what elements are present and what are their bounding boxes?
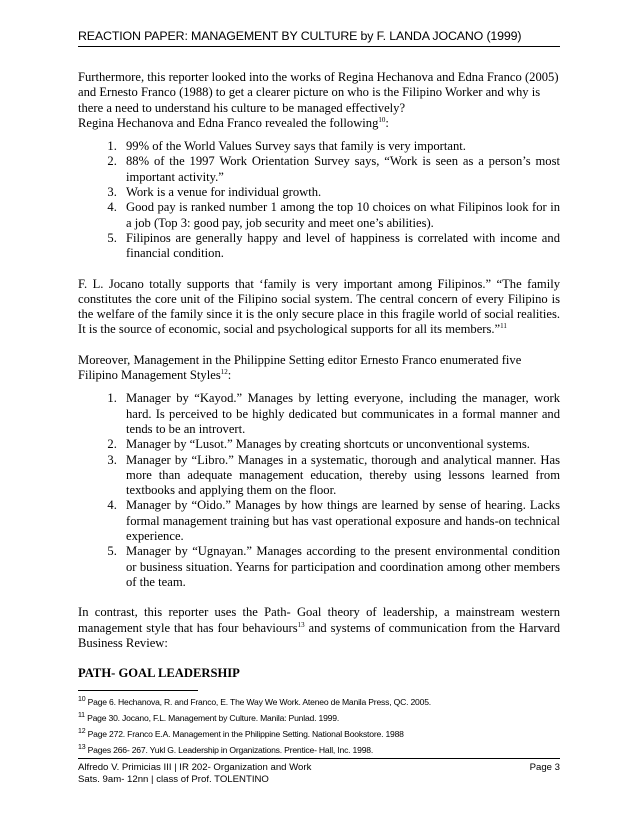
footnote xyxy=(78,742,560,758)
list-item: 3. Work is a venue for individual growth. xyxy=(120,185,560,200)
footnote-number: 12 xyxy=(78,728,86,736)
list-item: 1. 99% of the World Values Survey says that family is very important. xyxy=(120,139,560,154)
contrast-text-b: and systems of communication from the Harvard Business Review: xyxy=(78,620,560,650)
moreover-colon: : xyxy=(227,368,232,383)
jocano-text: F. L. Jocano totally supports that ‘family is very important among Filipinos.” “The family constitutes the core unit of the Filipino social system. The central concern of every Filipino is the welfare of the family since it is the only secure place in this fragile world of social realities. It is the source of economic, social and psychological supports for all its members.” xyxy=(78,276,560,337)
list-item: 2. 88% of the 1997 Work Orientation Survey says, “Work is seen as a person’s most important activity.” xyxy=(120,154,560,185)
running-header: REACTION PAPER: MANAGEMENT BY CULTURE by F. LANDA JOCANO (1999) xyxy=(78,29,560,47)
footer-class: Sats. 9am- 12nn | class of Prof. TOLENTINO xyxy=(78,773,269,785)
list-item: 2. Manager by “Lusot.” Manages by creating shortcuts or unconventional systems. xyxy=(120,437,560,452)
body-text xyxy=(78,70,560,681)
list-item: 5. Filipinos are generally happy and level of happiness is correlated with income and financial condition. xyxy=(120,231,560,262)
footnote-number: 13 xyxy=(78,744,86,752)
intro-paragraph xyxy=(78,70,560,131)
contrast-text-a: In contrast, this reporter uses the Path- Goal theory of leadership, a mainstream western management style that has four behaviours xyxy=(78,605,560,635)
intro-text: Furthermore, this reporter looked into the works of Regina Hechanova and Edna Franco (2005) and Ernesto Franco (1988) to get a clearer picture on who is the Filipino Worker and why is there a need to understand his culture to be managed effectively? xyxy=(78,70,559,115)
list-item: 4. Manager by “Oido.” Manages by how things are learned by sense of hearing. Lacks formal management training but has vast operational exposure and hands-on technical experience. xyxy=(120,498,560,544)
moreover-text: Moreover, Management in the Philippine Setting editor Ernesto Franco enumerated five Filipino Management Styles xyxy=(78,352,522,383)
footnote xyxy=(78,726,560,742)
list-item: 5. Manager by “Ugnayan.” Manages according to the present environmental condition or business situation. Yearns for participation and coordination among other members of the team. xyxy=(120,544,560,590)
jocano-paragraph xyxy=(78,277,560,338)
footnote xyxy=(78,694,560,710)
footnote-ref-10[interactable]: 10 xyxy=(378,115,386,124)
footnotes xyxy=(78,694,560,758)
revealed-text: Regina Hechanova and Edna Franco revealed the following xyxy=(78,115,379,130)
moreover-paragraph xyxy=(78,353,560,384)
footnote-number: 10 xyxy=(78,696,86,704)
list-item: 4. Good pay is ranked number 1 among the top 10 choices on what Filipinos look for in a job (Top 3: good pay, job security and meet one’s abilities). xyxy=(120,200,560,231)
footnote-ref-11[interactable]: 11 xyxy=(500,322,507,331)
footer-row xyxy=(78,762,560,774)
page-footer xyxy=(78,758,560,785)
footnote-ref-13[interactable]: 13 xyxy=(297,620,305,629)
footnote-text: Page 6. Hechanova, R. and Franco, E. The Way We Work. Ateneo de Manila Press, QC. 2005. xyxy=(85,697,431,707)
footnote-text: Page 30. Jocano, F.L. Management by Culture. Manila: Punlad. 1999. xyxy=(84,713,340,723)
revealed-colon: : xyxy=(385,115,389,130)
page-number: Page 3 xyxy=(529,762,560,773)
footnote-number: 11 xyxy=(78,712,85,720)
list-item: 1. Manager by “Kayod.” Manages by letting everyone, including the manager, work hard. Is perceived to be highly dedicated but communicates in a formal manner and tends to be an introvert. xyxy=(120,391,560,437)
footnote-divider xyxy=(78,690,198,691)
footer-author: Alfredo V. Primicias III | IR 202- Organization and Work xyxy=(78,762,312,773)
management-styles-list xyxy=(78,391,560,590)
list-item: 3. Manager by “Libro.” Manages in a systematic, thorough and analytical manner. Has more than adequate management education, thereby using lessons learned from textbooks and applying them on the floor. xyxy=(120,453,560,499)
contrast-paragraph xyxy=(78,605,560,651)
findings-list xyxy=(78,139,560,261)
footnote-text: Page 272. Franco E.A. Management in the Philippine Setting. National Bookstore. 1988 xyxy=(85,729,404,739)
section-heading: PATH- GOAL LEADERSHIP xyxy=(78,666,240,681)
footnote xyxy=(78,710,560,726)
footnote-ref-12[interactable]: 12 xyxy=(220,367,228,376)
footnote-text: Pages 266- 267. Yukl G. Leadership in Organizations. Prentice- Hall, Inc. 1998. xyxy=(85,745,374,755)
